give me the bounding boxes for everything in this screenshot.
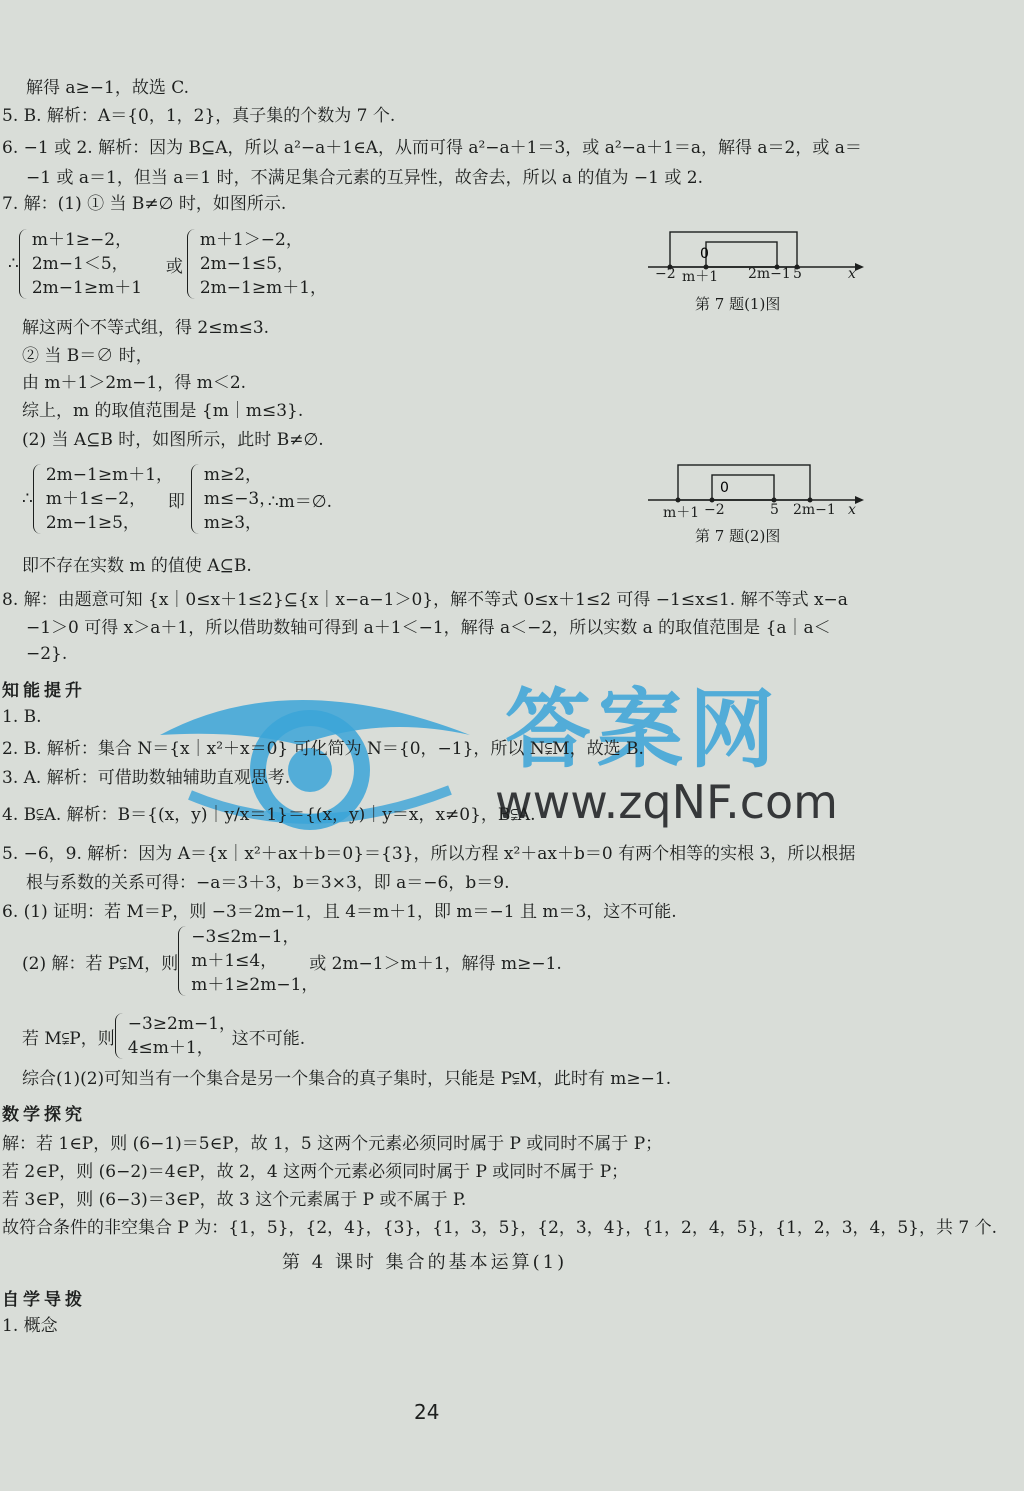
inequality: m≥3，: [203, 513, 263, 533]
zero-label: 0: [720, 480, 729, 496]
text-line: −1 或 a＝1，但当 a＝1 时，不满足集合元素的互异性，故舍去，所以 a 的值为 −1 或 2.: [26, 168, 704, 188]
zero-label: 0: [700, 246, 709, 262]
inequality-system-4: [22, 1012, 305, 1060]
text-line: 5. −6，9. 解析：因为 A＝{x｜x²＋ax＋b＝0}＝{3}，所以方程 x²＋ax＋b＝0 有两个相等的实根 3，所以根据: [2, 844, 856, 864]
text-line: 2. B. 解析：集合 N＝{x｜x²＋x＝0} 可化简为 N＝{0，−1}，所以 N⫋M，故选 B.: [2, 739, 644, 759]
watermark-url: www.zqNF.com: [495, 775, 838, 829]
inequality: −3≤2m−1，: [191, 927, 300, 947]
inequality: 2m−1≥m＋1，: [199, 278, 328, 298]
text-line: 由 m＋1＞2m−1，得 m＜2.: [22, 373, 247, 393]
tick-label: 5: [793, 266, 802, 282]
text-line: 即不存在实数 m 的值使 A⊆B.: [22, 556, 252, 576]
tick-label: m＋1: [663, 505, 700, 521]
inequality: 2m−1≤5，: [199, 254, 294, 274]
system-prefix: (2) 解：若 P⫋M，则: [22, 953, 179, 974]
inequality: 2m−1＜5，: [31, 254, 129, 274]
text-line: ② 当 B＝∅ 时，: [22, 346, 153, 366]
conclusion: ∴m＝∅.: [267, 491, 332, 512]
text-line: 1. 概念: [2, 1316, 58, 1336]
inequality: m＋1≥2m−1，: [191, 975, 319, 995]
conclusion: 或 2m−1＞m＋1，解得 m≥−1.: [309, 953, 562, 974]
system-prefix: 若 M⫋P，则: [22, 1028, 115, 1049]
inequality: m＋1≤4，: [191, 951, 278, 971]
inequality: 2m−1≥5，: [45, 513, 140, 533]
lesson-title: 第 4 课时 集合的基本运算(1): [282, 1252, 568, 1273]
tick-label: 2m−1: [748, 266, 791, 282]
inequality: −3≥2m−1，: [127, 1014, 237, 1034]
text-line: 4. B⫋A. 解析：B＝{(x，y)｜y/x＝1}＝{(x，y)｜y＝x，x≠0}，B⫋A.: [2, 805, 536, 825]
text-line: 6. −1 或 2. 解析：因为 B⊆A，所以 a²−a＋1∈A，从而可得 a²−a＋1＝3，或 a²−a＋1＝a，解得 a＝2，或 a＝: [2, 138, 862, 158]
text-line: 8. 解：由题意可知 {x｜0≤x＋1≤2}⊆{x｜x−a−1＞0}，解不等式 0≤x＋1≤2 可得 −1≤x≤1. 解不等式 x−a: [2, 590, 848, 610]
inequality: m≥2，: [203, 465, 263, 485]
section-heading: 知能提升: [2, 681, 86, 701]
tick-label: −2: [655, 266, 676, 282]
text-line: 故符合条件的非空集合 P 为：{1，5}，{2，4}，{3}，{1，3，5}，{2，3，4}，{1，2，4，5}，{1，2，3，4，5}，共 7 个.: [2, 1218, 998, 1238]
tick-label: 5: [770, 502, 779, 518]
inequality-system-3: [22, 925, 562, 997]
text-line: 3. A. 解析：可借助数轴辅助直观思考.: [2, 768, 291, 788]
text-line: 7. 解：(1) ① 当 B≠∅ 时，如图所示.: [2, 194, 287, 214]
watermark-logo-text: 答案网: [505, 680, 781, 780]
inequality: 4≤m＋1，: [127, 1038, 214, 1058]
text-line: 根与系数的关系可得：−a＝3＋3，b＝3×3，即 a＝−6，b＝9.: [26, 873, 510, 893]
text-line: 综合(1)(2)可知当有一个集合是另一个集合的真子集时，只能是 P⫋M，此时有 m≥−1.: [22, 1069, 672, 1089]
therefore-symbol: ∴: [8, 254, 19, 274]
left-brace: [19, 229, 28, 299]
conclusion: 这不可能.: [231, 1028, 306, 1049]
left-brace: [191, 464, 200, 534]
inequality-system-2: [22, 463, 332, 535]
or-word: 或: [165, 256, 183, 277]
text-line: (2) 当 A⊆B 时，如图所示，此时 B≠∅.: [22, 430, 324, 450]
namely-word: 即: [167, 491, 185, 512]
inequality-system-1: [8, 228, 327, 300]
inequality: m＋1≤−2，: [45, 489, 147, 509]
text-line: 若 2∈P，则 (6−2)＝4∈P，故 2，4 这两个元素必须同时属于 P 或同时不属于 P；: [2, 1162, 629, 1182]
text-line: 5. B. 解析：A＝{0，1，2}，真子集的个数为 7 个.: [2, 106, 396, 126]
inequality: m＋1＞−2，: [199, 230, 303, 250]
therefore-symbol: ∴: [22, 489, 33, 509]
text-line: 综上，m 的取值范围是 {m｜m≤3}.: [22, 401, 304, 421]
text-line: −1＞0 可得 x＞a＋1，所以借助数轴可得到 a＋1＜−1，解得 a＜−2，所以实数 a 的取值范围是 {a｜a＜: [26, 618, 831, 638]
axis-label: x: [848, 266, 856, 282]
text-line: 1. B.: [2, 707, 42, 727]
text-line: 若 3∈P，则 (6−3)＝3∈P，故 3 这个元素属于 P 或不属于 P.: [2, 1190, 467, 1210]
inequality: m＋1≥−2，: [31, 230, 133, 250]
left-brace: [115, 1013, 124, 1059]
axis-label: x: [848, 502, 856, 518]
text-line: 解这两个不等式组，得 2≤m≤3.: [22, 318, 270, 338]
inequality: 2m−1≥m＋1: [31, 278, 143, 298]
figure-caption: 第 7 题(2)图: [695, 527, 781, 545]
tick-label: 2m−1: [793, 502, 836, 518]
left-brace: [178, 926, 187, 996]
page-number: 24: [414, 1400, 440, 1424]
tick-label: m＋1: [682, 269, 719, 285]
figure-caption: 第 7 题(1)图: [695, 295, 781, 313]
text-line: 解：若 1∈P，则 (6−1)＝5∈P，故 1，5 这两个元素必须同时属于 P 或同时不属于 P；: [2, 1134, 663, 1154]
inequality: m≤−3，: [203, 489, 277, 509]
left-brace: [33, 464, 42, 534]
text-line: 6. (1) 证明：若 M＝P，则 −3＝2m−1，且 4＝m＋1，即 m＝−1 且 m＝3，这不可能.: [2, 902, 677, 922]
left-brace: [187, 229, 196, 299]
text-line: −2}.: [26, 644, 68, 664]
section-heading: 自学导拨: [2, 1290, 86, 1310]
tick-label: −2: [704, 502, 725, 518]
inequality: 2m−1≥m＋1，: [45, 465, 174, 485]
section-heading: 数学探究: [2, 1105, 86, 1125]
text-line: 解得 a≥−1，故选 C.: [26, 78, 190, 98]
